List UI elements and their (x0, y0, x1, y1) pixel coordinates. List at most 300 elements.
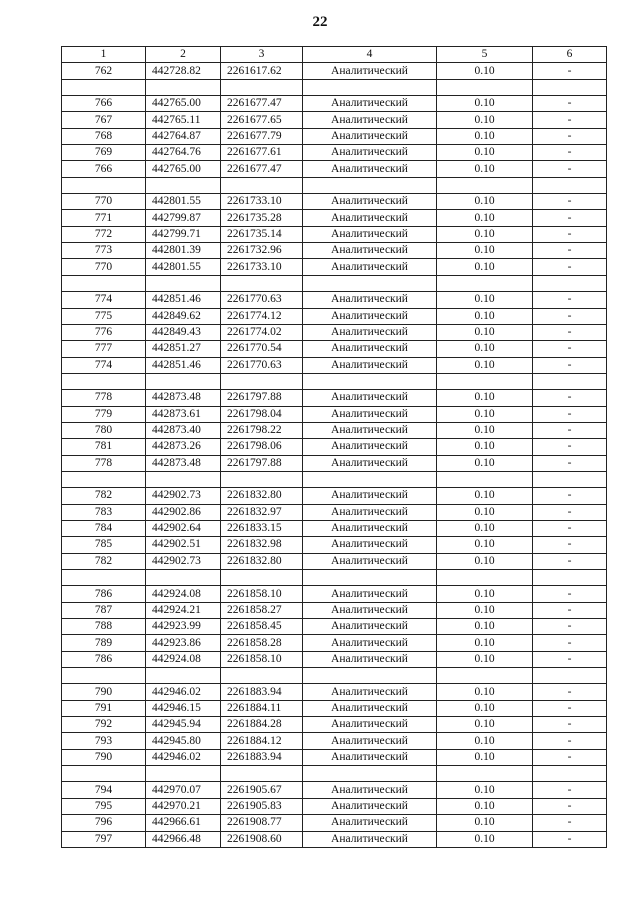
accuracy-cell: 0.10 (437, 520, 533, 536)
method-cell (303, 570, 437, 586)
method-cell: Аналитический (303, 128, 437, 144)
x-coordinate-cell (146, 668, 221, 684)
x-coordinate-cell: 442799.87 (146, 210, 221, 226)
table-row (62, 455, 607, 471)
x-coordinate-cell: 442902.64 (146, 520, 221, 536)
point-number-cell: 777 (62, 341, 146, 357)
table-row (62, 373, 607, 389)
point-number-cell: 774 (62, 357, 146, 373)
y-coordinate-cell (221, 471, 303, 487)
x-coordinate-cell: 442924.08 (146, 651, 221, 667)
method-cell (303, 79, 437, 95)
table-row (62, 177, 607, 193)
note-cell: - (533, 439, 607, 455)
method-cell: Аналитический (303, 341, 437, 357)
accuracy-cell: 0.10 (437, 537, 533, 553)
y-coordinate-cell: 2261884.28 (221, 717, 303, 733)
table-row (62, 766, 607, 782)
y-coordinate-cell (221, 177, 303, 193)
table-row (62, 341, 607, 357)
method-cell: Аналитический (303, 161, 437, 177)
method-cell: Аналитический (303, 226, 437, 242)
point-number-cell: 783 (62, 504, 146, 520)
method-cell: Аналитический (303, 520, 437, 536)
accuracy-cell: 0.10 (437, 210, 533, 226)
accuracy-cell: 0.10 (437, 226, 533, 242)
accuracy-cell: 0.10 (437, 455, 533, 471)
y-coordinate-cell: 2261733.10 (221, 194, 303, 210)
x-coordinate-cell: 442764.87 (146, 128, 221, 144)
x-coordinate-cell: 442873.61 (146, 406, 221, 422)
accuracy-cell: 0.10 (437, 145, 533, 161)
table-row (62, 259, 607, 275)
note-cell: - (533, 226, 607, 242)
table-row (62, 145, 607, 161)
note-cell: - (533, 455, 607, 471)
x-coordinate-cell: 442970.07 (146, 782, 221, 798)
point-number-cell: 797 (62, 831, 146, 847)
accuracy-cell: 0.10 (437, 488, 533, 504)
note-cell (533, 570, 607, 586)
table-row (62, 161, 607, 177)
y-coordinate-cell: 2261774.12 (221, 308, 303, 324)
y-coordinate-cell: 2261908.77 (221, 815, 303, 831)
point-number-cell (62, 79, 146, 95)
x-coordinate-cell: 442873.48 (146, 390, 221, 406)
table-row (62, 586, 607, 602)
y-coordinate-cell: 2261677.61 (221, 145, 303, 161)
note-cell: - (533, 733, 607, 749)
note-cell (533, 471, 607, 487)
y-coordinate-cell (221, 373, 303, 389)
note-cell: - (533, 422, 607, 438)
table-row (62, 520, 607, 536)
table-row (62, 112, 607, 128)
method-cell: Аналитический (303, 390, 437, 406)
note-cell: - (533, 831, 607, 847)
x-coordinate-cell: 442902.73 (146, 488, 221, 504)
x-coordinate-cell: 442851.46 (146, 357, 221, 373)
column-header: 5 (437, 47, 533, 63)
note-cell: - (533, 619, 607, 635)
method-cell: Аналитический (303, 553, 437, 569)
point-number-cell: 774 (62, 292, 146, 308)
point-number-cell: 792 (62, 717, 146, 733)
y-coordinate-cell (221, 570, 303, 586)
method-cell: Аналитический (303, 422, 437, 438)
accuracy-cell: 0.10 (437, 422, 533, 438)
y-coordinate-cell: 2261797.88 (221, 390, 303, 406)
method-cell: Аналитический (303, 324, 437, 340)
table-row (62, 602, 607, 618)
point-number-cell: 781 (62, 439, 146, 455)
point-number-cell: 766 (62, 96, 146, 112)
method-cell: Аналитический (303, 243, 437, 259)
x-coordinate-cell: 442945.94 (146, 717, 221, 733)
table-row (62, 651, 607, 667)
point-number-cell: 770 (62, 259, 146, 275)
note-cell: - (533, 390, 607, 406)
note-cell: - (533, 128, 607, 144)
point-number-cell (62, 177, 146, 193)
y-coordinate-cell: 2261798.06 (221, 439, 303, 455)
table-header (62, 47, 607, 63)
column-header: 6 (533, 47, 607, 63)
y-coordinate-cell: 2261884.11 (221, 700, 303, 716)
note-cell: - (533, 63, 607, 79)
y-coordinate-cell: 2261735.14 (221, 226, 303, 242)
point-number-cell: 793 (62, 733, 146, 749)
table-row (62, 324, 607, 340)
table-row (62, 390, 607, 406)
note-cell: - (533, 553, 607, 569)
method-cell: Аналитический (303, 635, 437, 651)
column-header: 4 (303, 47, 437, 63)
coordinates-table (61, 46, 607, 848)
table-row (62, 749, 607, 765)
point-number-cell: 789 (62, 635, 146, 651)
table-row (62, 668, 607, 684)
accuracy-cell: 0.10 (437, 259, 533, 275)
accuracy-cell: 0.10 (437, 128, 533, 144)
note-cell: - (533, 798, 607, 814)
point-number-cell: 762 (62, 63, 146, 79)
point-number-cell: 782 (62, 553, 146, 569)
table-row (62, 553, 607, 569)
y-coordinate-cell (221, 766, 303, 782)
x-coordinate-cell (146, 177, 221, 193)
x-coordinate-cell: 442946.02 (146, 749, 221, 765)
method-cell: Аналитический (303, 194, 437, 210)
accuracy-cell: 0.10 (437, 161, 533, 177)
table-row (62, 308, 607, 324)
x-coordinate-cell: 442728.82 (146, 63, 221, 79)
table-row (62, 700, 607, 716)
point-number-cell (62, 373, 146, 389)
y-coordinate-cell: 2261797.88 (221, 455, 303, 471)
x-coordinate-cell: 442765.00 (146, 161, 221, 177)
x-coordinate-cell: 442966.61 (146, 815, 221, 831)
point-number-cell: 773 (62, 243, 146, 259)
note-cell (533, 668, 607, 684)
point-number-cell: 767 (62, 112, 146, 128)
x-coordinate-cell (146, 275, 221, 291)
note-cell: - (533, 717, 607, 733)
method-cell (303, 177, 437, 193)
table-row (62, 537, 607, 553)
x-coordinate-cell: 442849.62 (146, 308, 221, 324)
point-number-cell: 787 (62, 602, 146, 618)
accuracy-cell: 0.10 (437, 798, 533, 814)
accuracy-cell: 0.10 (437, 439, 533, 455)
method-cell (303, 373, 437, 389)
x-coordinate-cell: 442873.26 (146, 439, 221, 455)
accuracy-cell: 0.10 (437, 749, 533, 765)
accuracy-cell: 0.10 (437, 782, 533, 798)
table-row (62, 831, 607, 847)
note-cell: - (533, 488, 607, 504)
y-coordinate-cell: 2261832.98 (221, 537, 303, 553)
accuracy-cell: 0.10 (437, 504, 533, 520)
x-coordinate-cell: 442966.48 (146, 831, 221, 847)
note-cell (533, 373, 607, 389)
accuracy-cell (437, 471, 533, 487)
accuracy-cell (437, 668, 533, 684)
note-cell: - (533, 520, 607, 536)
y-coordinate-cell: 2261733.10 (221, 259, 303, 275)
x-coordinate-cell: 442801.39 (146, 243, 221, 259)
table-row (62, 422, 607, 438)
y-coordinate-cell (221, 79, 303, 95)
accuracy-cell: 0.10 (437, 243, 533, 259)
accuracy-cell: 0.10 (437, 194, 533, 210)
y-coordinate-cell: 2261732.96 (221, 243, 303, 259)
note-cell: - (533, 815, 607, 831)
accuracy-cell: 0.10 (437, 635, 533, 651)
x-coordinate-cell: 442902.51 (146, 537, 221, 553)
note-cell: - (533, 684, 607, 700)
y-coordinate-cell: 2261858.27 (221, 602, 303, 618)
accuracy-cell: 0.10 (437, 406, 533, 422)
table-row (62, 210, 607, 226)
note-cell (533, 177, 607, 193)
method-cell: Аналитический (303, 586, 437, 602)
point-number-cell: 784 (62, 520, 146, 536)
method-cell: Аналитический (303, 684, 437, 700)
y-coordinate-cell: 2261833.15 (221, 520, 303, 536)
point-number-cell: 766 (62, 161, 146, 177)
point-number-cell: 775 (62, 308, 146, 324)
note-cell: - (533, 96, 607, 112)
table-row (62, 243, 607, 259)
point-number-cell: 771 (62, 210, 146, 226)
method-cell (303, 275, 437, 291)
method-cell: Аналитический (303, 145, 437, 161)
table-row (62, 782, 607, 798)
note-cell: - (533, 194, 607, 210)
x-coordinate-cell: 442924.21 (146, 602, 221, 618)
y-coordinate-cell: 2261905.67 (221, 782, 303, 798)
x-coordinate-cell (146, 570, 221, 586)
point-number-cell: 786 (62, 586, 146, 602)
point-number-cell: 785 (62, 537, 146, 553)
x-coordinate-cell: 442801.55 (146, 194, 221, 210)
point-number-cell: 772 (62, 226, 146, 242)
x-coordinate-cell: 442902.86 (146, 504, 221, 520)
method-cell: Аналитический (303, 96, 437, 112)
x-coordinate-cell: 442764.76 (146, 145, 221, 161)
table-row (62, 226, 607, 242)
accuracy-cell: 0.10 (437, 324, 533, 340)
x-coordinate-cell: 442849.43 (146, 324, 221, 340)
table-row (62, 275, 607, 291)
accuracy-cell: 0.10 (437, 831, 533, 847)
point-number-cell: 790 (62, 749, 146, 765)
note-cell: - (533, 259, 607, 275)
table-row (62, 194, 607, 210)
y-coordinate-cell (221, 668, 303, 684)
note-cell: - (533, 406, 607, 422)
method-cell: Аналитический (303, 733, 437, 749)
y-coordinate-cell: 2261883.94 (221, 684, 303, 700)
method-cell: Аналитический (303, 651, 437, 667)
x-coordinate-cell: 442851.27 (146, 341, 221, 357)
x-coordinate-cell: 442902.73 (146, 553, 221, 569)
x-coordinate-cell: 442924.08 (146, 586, 221, 602)
accuracy-cell: 0.10 (437, 700, 533, 716)
y-coordinate-cell: 2261905.83 (221, 798, 303, 814)
column-header: 3 (221, 47, 303, 63)
x-coordinate-cell: 442923.99 (146, 619, 221, 635)
table-row (62, 128, 607, 144)
x-coordinate-cell: 442970.21 (146, 798, 221, 814)
accuracy-cell: 0.10 (437, 815, 533, 831)
accuracy-cell (437, 766, 533, 782)
y-coordinate-cell: 2261677.47 (221, 96, 303, 112)
x-coordinate-cell: 442923.86 (146, 635, 221, 651)
note-cell: - (533, 700, 607, 716)
point-number-cell: 782 (62, 488, 146, 504)
y-coordinate-cell: 2261858.10 (221, 586, 303, 602)
y-coordinate-cell: 2261677.65 (221, 112, 303, 128)
point-number-cell (62, 471, 146, 487)
method-cell: Аналитический (303, 504, 437, 520)
accuracy-cell: 0.10 (437, 63, 533, 79)
point-number-cell: 790 (62, 684, 146, 700)
note-cell: - (533, 357, 607, 373)
x-coordinate-cell (146, 373, 221, 389)
accuracy-cell: 0.10 (437, 684, 533, 700)
note-cell: - (533, 292, 607, 308)
table-body (62, 63, 607, 848)
method-cell: Аналитический (303, 63, 437, 79)
table-row (62, 635, 607, 651)
accuracy-cell: 0.10 (437, 553, 533, 569)
note-cell: - (533, 308, 607, 324)
point-number-cell (62, 766, 146, 782)
accuracy-cell: 0.10 (437, 619, 533, 635)
accuracy-cell: 0.10 (437, 112, 533, 128)
method-cell: Аналитический (303, 831, 437, 847)
note-cell: - (533, 537, 607, 553)
y-coordinate-cell: 2261832.97 (221, 504, 303, 520)
table-row (62, 439, 607, 455)
table-row (62, 471, 607, 487)
table-row (62, 406, 607, 422)
table-row (62, 815, 607, 831)
method-cell: Аналитический (303, 537, 437, 553)
accuracy-cell: 0.10 (437, 602, 533, 618)
y-coordinate-cell: 2261858.28 (221, 635, 303, 651)
y-coordinate-cell: 2261858.10 (221, 651, 303, 667)
column-header: 1 (62, 47, 146, 63)
method-cell: Аналитический (303, 259, 437, 275)
y-coordinate-cell (221, 275, 303, 291)
y-coordinate-cell: 2261884.12 (221, 733, 303, 749)
table-row (62, 504, 607, 520)
y-coordinate-cell: 2261832.80 (221, 488, 303, 504)
point-number-cell: 788 (62, 619, 146, 635)
table-row (62, 619, 607, 635)
point-number-cell: 796 (62, 815, 146, 831)
table-row (62, 733, 607, 749)
method-cell: Аналитический (303, 308, 437, 324)
x-coordinate-cell: 442765.00 (146, 96, 221, 112)
point-number-cell: 770 (62, 194, 146, 210)
method-cell: Аналитический (303, 749, 437, 765)
note-cell (533, 79, 607, 95)
x-coordinate-cell: 442801.55 (146, 259, 221, 275)
y-coordinate-cell: 2261908.60 (221, 831, 303, 847)
y-coordinate-cell: 2261770.63 (221, 357, 303, 373)
point-number-cell: 795 (62, 798, 146, 814)
method-cell: Аналитический (303, 439, 437, 455)
point-number-cell: 791 (62, 700, 146, 716)
method-cell: Аналитический (303, 700, 437, 716)
header-row (62, 47, 607, 63)
accuracy-cell (437, 275, 533, 291)
y-coordinate-cell: 2261770.54 (221, 341, 303, 357)
y-coordinate-cell: 2261832.80 (221, 553, 303, 569)
note-cell: - (533, 651, 607, 667)
table-row (62, 292, 607, 308)
x-coordinate-cell: 442873.48 (146, 455, 221, 471)
method-cell: Аналитический (303, 292, 437, 308)
point-number-cell: 776 (62, 324, 146, 340)
x-coordinate-cell: 442873.40 (146, 422, 221, 438)
accuracy-cell: 0.10 (437, 96, 533, 112)
note-cell: - (533, 243, 607, 259)
table-row (62, 63, 607, 79)
method-cell: Аналитический (303, 406, 437, 422)
y-coordinate-cell: 2261770.63 (221, 292, 303, 308)
table-row (62, 717, 607, 733)
accuracy-cell (437, 570, 533, 586)
point-number-cell: 769 (62, 145, 146, 161)
accuracy-cell: 0.10 (437, 341, 533, 357)
x-coordinate-cell: 442765.11 (146, 112, 221, 128)
note-cell: - (533, 635, 607, 651)
x-coordinate-cell (146, 79, 221, 95)
point-number-cell: 780 (62, 422, 146, 438)
y-coordinate-cell: 2261617.62 (221, 63, 303, 79)
note-cell (533, 275, 607, 291)
x-coordinate-cell: 442946.02 (146, 684, 221, 700)
note-cell: - (533, 749, 607, 765)
method-cell (303, 471, 437, 487)
method-cell: Аналитический (303, 357, 437, 373)
accuracy-cell: 0.10 (437, 357, 533, 373)
note-cell: - (533, 161, 607, 177)
point-number-cell: 778 (62, 455, 146, 471)
method-cell: Аналитический (303, 210, 437, 226)
accuracy-cell: 0.10 (437, 651, 533, 667)
note-cell: - (533, 145, 607, 161)
y-coordinate-cell: 2261677.47 (221, 161, 303, 177)
accuracy-cell: 0.10 (437, 717, 533, 733)
y-coordinate-cell: 2261798.04 (221, 406, 303, 422)
page-number: 22 (312, 14, 328, 30)
accuracy-cell: 0.10 (437, 586, 533, 602)
accuracy-cell (437, 79, 533, 95)
y-coordinate-cell: 2261798.22 (221, 422, 303, 438)
x-coordinate-cell: 442799.71 (146, 226, 221, 242)
method-cell: Аналитический (303, 488, 437, 504)
accuracy-cell: 0.10 (437, 733, 533, 749)
table-row (62, 488, 607, 504)
method-cell: Аналитический (303, 619, 437, 635)
table-row (62, 79, 607, 95)
